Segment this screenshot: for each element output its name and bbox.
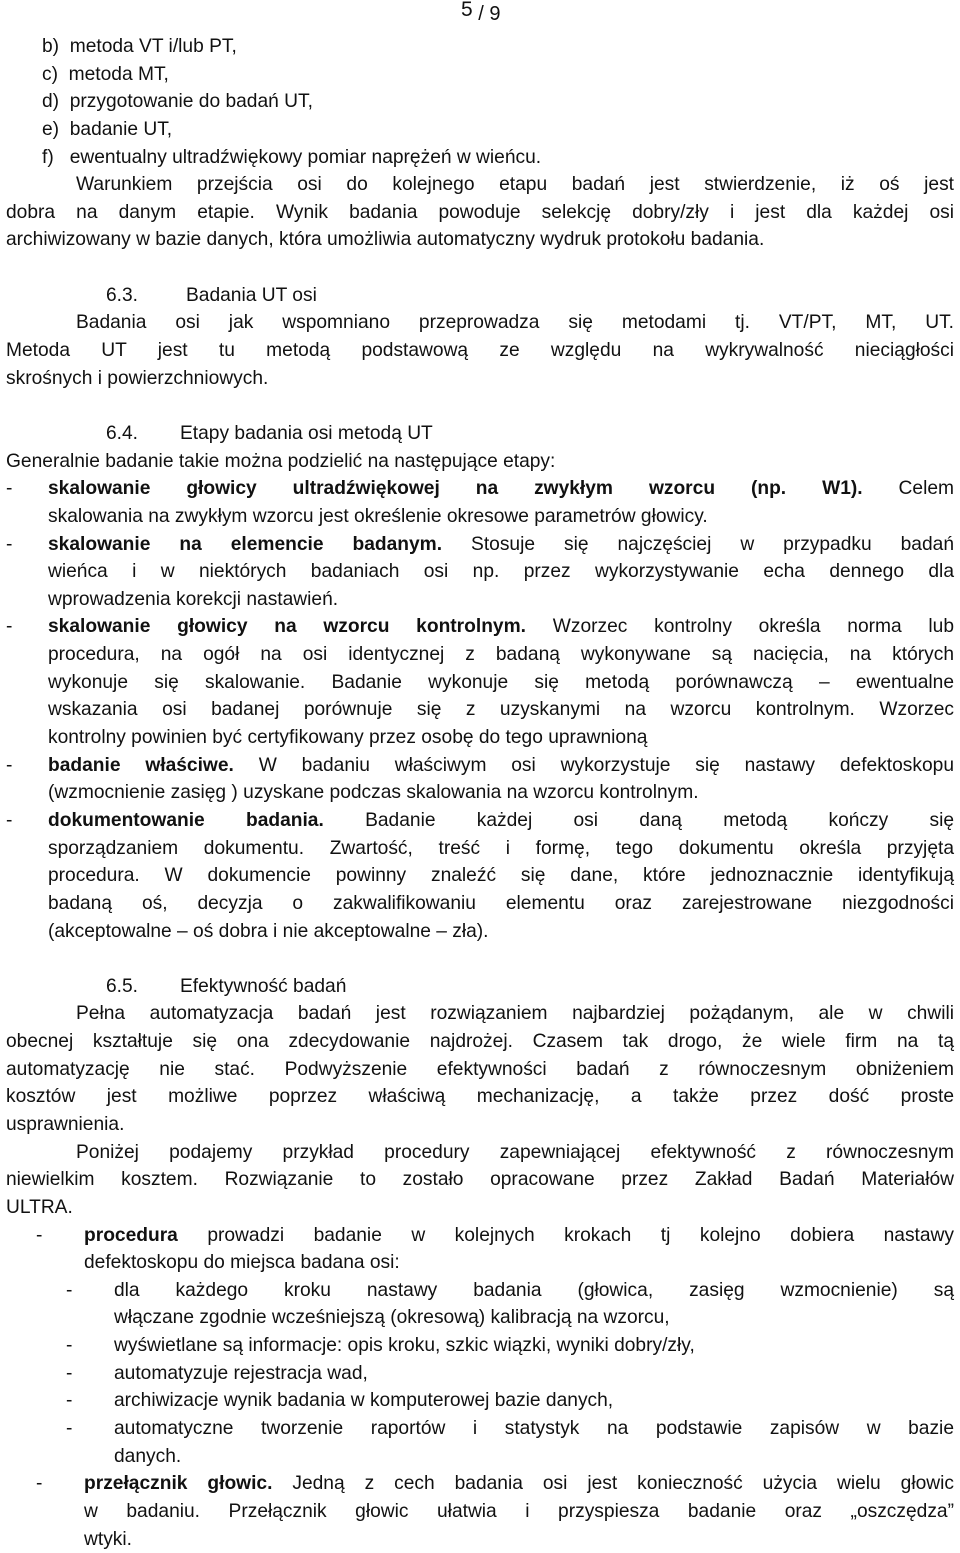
paragraph-line: Badania osi jak wspomniano przeprowadza się metodami tj. VT/PT, MT, UT. [76, 312, 954, 334]
dash: - [66, 1362, 73, 1384]
paragraph-automatyzacja [6, 1000, 954, 1138]
procedure-subitems [6, 1277, 954, 1470]
subitem-text: wyświetlane są informacje: opis kroku, szkic wiązki, wyniki dobry/zły, [114, 1335, 695, 1357]
dash: - [66, 1390, 73, 1412]
dash: - [66, 1335, 73, 1357]
section-heading [6, 420, 954, 448]
paragraph-line: archiwizowany w bazie danych, która umożliwia automatyczny wydruk protokołu badania. [6, 229, 765, 251]
dash: - [6, 754, 13, 776]
stage-text: kontrolny powinien być certyfikowany przez osobę do tego uprawnioną [48, 727, 648, 749]
page-current: 5 [461, 0, 473, 21]
section-heading [6, 282, 954, 310]
paragraph-line: dobra na danym etapie. Wynik badania powoduje selekcję dobry/zły i jest dla każdej osi [6, 201, 954, 223]
stage-text: wieńca i w niektórych badaniach osi np. przez wykorzystywanie echa dennego dla [48, 561, 954, 583]
stage-text: W badaniu właściwym osi wykorzystuje się nastawy defektoskopu [233, 754, 954, 776]
section-heading [6, 973, 954, 1001]
stage-text: sporządzaniem dokumentu. Zwartość, treść i formę, tego dokumentu określa przyjęta [48, 837, 954, 859]
section-intro: Generalnie badanie takie można podzielić na następujące etapy: [6, 450, 556, 472]
feature-text: prowadzi badanie w kolejnych krokach tj kolejno dobiera nastawy [177, 1224, 954, 1246]
stage-title: dokumentowanie badania. [48, 809, 324, 831]
paragraph-line: Warunkiem przejścia osi do kolejnego etapu badań jest stwierdzenie, iż oś jest [76, 174, 954, 196]
section-6-3 [6, 282, 954, 393]
feature-text: Jedną z cech badania osi jest konieczność użycia wielu głowic [272, 1473, 954, 1495]
stage-title: skalowanie na elemencie badanym. [48, 533, 443, 555]
dash: - [66, 1279, 73, 1301]
paragraph-warunkiem [6, 171, 954, 254]
list-item: c) metoda MT, [42, 63, 169, 85]
stage-item [6, 752, 954, 807]
subitem-text: archiwizacje wynik badania w komputerowej bazie danych, [114, 1390, 614, 1412]
document-body [6, 33, 954, 1553]
section-number: 6.3. [106, 284, 139, 306]
paragraph-line: kosztów jest możliwe poprzez właściwą mechanizację, a także przez dość proste [6, 1086, 954, 1108]
stage-title: skalowanie głowicy ultradźwiękowej na zwykłym wzorcu (np. W1). [48, 478, 863, 500]
feature-text: wtyki. [84, 1528, 132, 1550]
top-list [6, 33, 954, 171]
page-total: / 9 [478, 3, 501, 25]
feature-item-procedura [6, 1222, 954, 1277]
subitem-text: automatyczne tworzenie raportów i statystyk na podstawie zapisów w bazie [114, 1418, 954, 1440]
stage-text: wskazania osi badanej porównuje się z uzyskanymi na wzorcu kontrolnym. Wzorzec [48, 699, 954, 721]
paragraph-ponizej [6, 1139, 954, 1222]
section-6-5 [6, 973, 954, 1553]
paragraph-line: automatyzację nie stać. Podwyższenie efektywności badań z równoczesnym obniżeniem [6, 1058, 954, 1080]
stage-text: procedura. W dokumencie powinny znaleźć się dane, które jednoznacznie identyfikują [48, 865, 954, 887]
section-title: Etapy badania osi metodą UT [180, 422, 433, 444]
section-title: Efektywność badań [180, 975, 347, 997]
stage-title: badanie właściwe. [48, 754, 234, 776]
stage-text: Badanie każdej osi daną metodą kończy się [323, 809, 955, 831]
dash: - [6, 533, 13, 555]
list-item: d) przygotowanie do badań UT, [42, 91, 313, 113]
paragraph-line: skrośnych i powierzchniowych. [6, 367, 269, 389]
stage-item [6, 531, 954, 614]
stage-text: Stosuje się najczęściej w przypadku badań [442, 533, 954, 555]
stage-text: Wzorzec kontrolny określa norma lub [526, 616, 955, 638]
list-item: f) ewentualny ultradźwiękowy pomiar naprężeń w wieńcu. [42, 146, 542, 168]
subitem-text: włączane zgodnie wcześniejszą (okresową) kalibracją na wzorcu, [114, 1307, 670, 1329]
paragraph-line: usprawnienia. [6, 1113, 125, 1135]
section-number: 6.5. [106, 975, 139, 997]
stage-text: skalowania na zwykłym wzorcu jest określenie okresowe parametrów głowicy. [48, 505, 708, 527]
paragraph-line: Metoda UT jest tu metodą podstawową ze względu na wykrywalność nieciągłości [6, 340, 954, 362]
stage-item [6, 807, 954, 945]
section-6-4 [6, 420, 954, 945]
stage-item [6, 475, 954, 530]
paragraph-line: ULTRA. [6, 1196, 73, 1218]
stage-text: (wzmocnienie zasięg ) uzyskane podczas skalowania na wzorcu kontrolnym. [48, 782, 699, 804]
paragraph-line: niewielkim kosztem. Rozwiązanie to zostało opracowane przez Zakład Badań Materiałów [6, 1169, 954, 1191]
dash: - [36, 1473, 43, 1495]
stage-text: (akceptowalne – oś dobra i nie akceptowalne – zła). [48, 920, 489, 942]
stage-text: procedura, na ogół na osi identycznej z badaną wykonywane są nacięcia, na których [48, 644, 954, 666]
subitem-text: automatyzuje rejestracja wad, [114, 1362, 368, 1384]
stage-text: wprowadzenia korekcji nastawień. [48, 588, 339, 610]
stage-text: badaną oś, decyzja o zakwalifikowaniu elementu oraz zarejestrowane niezgodności [48, 892, 954, 914]
subitem-text: danych. [114, 1445, 182, 1467]
dash: - [6, 616, 13, 638]
list-item: b) metoda VT i/lub PT, [42, 36, 237, 57]
paragraph-line: Poniżej podajemy przykład procedury zapewniającej efektywność z równoczesnym [76, 1141, 954, 1163]
stage-text: Celem [862, 478, 954, 500]
stage-item [6, 613, 954, 751]
feature-item-przelacznik [6, 1470, 954, 1553]
dash: - [36, 1224, 43, 1246]
feature-title: procedura [84, 1224, 178, 1246]
stage-text: wykonuje się skalowanie. Badanie wykonuje się metodą porównawczą – ewentualne [48, 671, 954, 693]
dash: - [6, 478, 13, 500]
paragraph-line: Pełna automatyzacja badań jest rozwiązaniem najbardziej pożądanym, ale w chwili [76, 1003, 954, 1025]
dash: - [66, 1418, 73, 1440]
feature-text: w badaniu. Przełącznik głowic ułatwia i przyspiesza badanie oraz „oszczędza” [84, 1500, 954, 1522]
section-title: Badania UT osi [186, 284, 317, 306]
list-item: e) badanie UT, [42, 118, 173, 140]
dash: - [6, 809, 13, 831]
feature-title: przełącznik głowic. [84, 1473, 273, 1495]
stage-title: skalowanie głowicy na wzorcu kontrolnym. [48, 616, 526, 638]
section-number: 6.4. [106, 422, 139, 444]
subitem-text: dla każdego kroku nastawy badania (głowica, zasięg wzmocnienie) są [114, 1279, 954, 1301]
page-number [461, 2, 501, 26]
feature-text: defektoskopu do miejsca badana osi: [84, 1252, 400, 1274]
paragraph-line: obecnej kształtuje się ona zdecydowanie najdrożej. Czasem tak drogo, że wiele firm na tą [6, 1031, 954, 1053]
